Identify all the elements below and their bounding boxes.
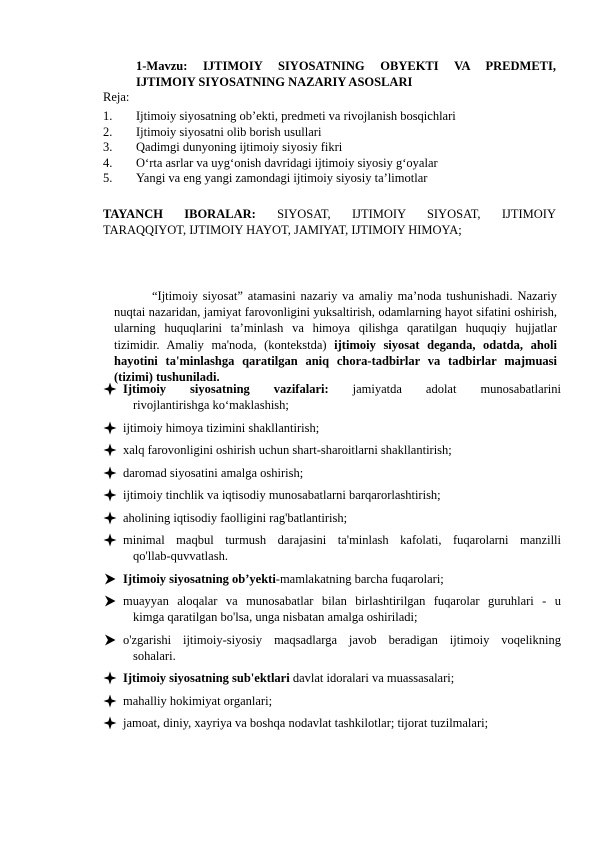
diamond-bullet-icon: [103, 533, 117, 547]
bullet-item: [103, 593, 561, 625]
bullet-item: [103, 381, 561, 413]
bullet-item: [103, 510, 561, 526]
plan-item-number: 5.: [103, 171, 113, 185]
bullet-item: [103, 715, 561, 731]
bullet-list: [103, 381, 561, 738]
keywords-text-2: TARAQQIYOT, IJTIMOIY HAYOT, JAMIYAT, IJTIMOIY HIMOYA;: [103, 223, 462, 237]
bullet-first-line: [123, 715, 561, 731]
bullet-first-line: [123, 532, 561, 548]
bullet-first-line: [123, 442, 561, 458]
plan-item-text: Yangi va eng yangi zamondagi ijtimoiy siyosiy ta’limotlar: [136, 171, 428, 185]
bullet-item: [103, 465, 561, 481]
title-line-1: 1-Mavzu: IJTIMOIY SIYOSATNING OBYEKTI VA PREDMETI,: [136, 59, 556, 73]
plan-item-text: O‘rta asrlar va uyg‘onish davridagi ijtimoiy siyosiy g‘oyalar: [136, 155, 438, 170]
bullet-text: daromad siyosatini amalga oshirish;: [123, 465, 304, 480]
bullet-text: davlat idoralari va muassasalari;: [289, 671, 455, 685]
bullet-continuation: kimga qaratilgan bo'lsa, unga nisbatan amalga oshiriladi;: [133, 610, 418, 624]
bullet-text: o'zgarishi ijtimoiy-siyosiy maqsadlarga javob beradigan ijtimoiy voqelikning: [123, 632, 561, 647]
keywords-text-1: SIYOSAT, IJTIMOIY SIYOSAT, IJTIMOIY: [255, 207, 556, 221]
intro-bold-text: ijtimoiy siyosat deganda, odatda, aholi hayotini ta'minlashga qaratilgan aniq chora-tadbirlar va tadbirlar majmuasi (tizimi) tushuniladi.: [114, 337, 558, 385]
bullet-item: [103, 442, 561, 458]
bullet-first-line: [123, 593, 561, 609]
diamond-bullet-icon: [103, 671, 117, 685]
bullet-first-line: [123, 487, 561, 503]
bullet-text: jamiyatda adolat munosabatlarini: [328, 382, 561, 396]
bullet-text: minimal maqbul turmush darajasini ta'minlash kafolati, fuqarolarni manzilli: [123, 533, 561, 547]
plan-item-number: 4.: [103, 155, 113, 170]
plan-item-text: Ijtimoiy siyosatning ob’ekti, predmeti va rivojlanish bosqichlari: [136, 109, 456, 123]
bullet-text: aholining iqtisodiy faolligini rag'batlantirish;: [123, 510, 348, 525]
plan-item-number: 2.: [103, 124, 113, 139]
intro-text: “Ijtimoiy siyosat” atamasini nazariy va amaliy ma’noda tushunishadi. Nazariy nuqtai nazaridan, jamiyat farovonligini yuksaltirish, odamlarning hayot sifatini oshirish, ularning huquqlarini ta’minlash va himoya qilishga qaratilgan huquqiy hujjatlar tizimidir. Amaliy ma'noda, (kontekstda): [114, 289, 557, 352]
plan-item-number: 1.: [103, 109, 113, 123]
bullet-first-line: [123, 420, 561, 436]
plan-item: [103, 109, 563, 125]
plan-item: [103, 171, 563, 187]
bullet-text: -mamlakatning barcha fuqarolari;: [275, 571, 444, 586]
plan-item: [103, 156, 563, 172]
arrow-bullet-icon: [103, 572, 117, 586]
bullet-text: jamoat, diniy, xayriya va boshqa nodavlat tashkilotlar; tijorat tuzilmalari;: [123, 716, 489, 730]
bullet-item: [103, 532, 561, 564]
arrow-bullet-icon: [103, 633, 117, 647]
bullet-bold-label: Ijtimoiy siyosatning sub'ektlari: [123, 671, 290, 685]
bullet-bold-label: Ijtimoiy siyosatning ob’yekti: [123, 571, 276, 586]
bullet-item: [103, 632, 561, 664]
bullet-first-line: [123, 571, 561, 587]
bullet-first-line: [123, 670, 561, 686]
keywords-paragraph: [103, 206, 556, 238]
bullet-continuation: qo'llab-quvvatlash.: [133, 549, 228, 563]
bullet-text: muayyan aloqalar va munosabatlar bilan birlashtirilgan fuqarolar guruhlari - u: [123, 594, 561, 608]
plan-heading: Reja:: [103, 90, 130, 104]
page-title: [136, 58, 556, 90]
bullet-continuation: sohalari.: [133, 648, 176, 663]
bullet-text: mahalliy hokimiyat organlari;: [123, 693, 273, 708]
keywords-label: TAYANCH IBORALAR:: [103, 207, 256, 221]
diamond-bullet-icon: [103, 488, 117, 502]
bullet-first-line: [123, 510, 561, 526]
plan-item-text: Ijtimoiy siyosatni olib borish usullari: [136, 124, 322, 139]
intro-paragraph: [114, 288, 557, 385]
diamond-bullet-icon: [103, 443, 117, 457]
bullet-first-line: [123, 381, 561, 397]
arrow-bullet-icon: [103, 594, 117, 608]
diamond-bullet-icon: [103, 511, 117, 525]
plan-item-number: 3.: [103, 140, 113, 154]
diamond-bullet-icon: [103, 694, 117, 708]
bullet-item: [103, 420, 561, 436]
bullet-bold-label: Ijtimoiy siyosatning vazifalari:: [123, 382, 329, 396]
bullet-item: [103, 670, 561, 686]
diamond-bullet-icon: [103, 421, 117, 435]
bullet-text: ijtimoiy himoya tizimini shakllantirish;: [123, 420, 320, 435]
title-line-2: IJTIMOIY SIYOSATNING NAZARIY ASOSLARI: [136, 75, 413, 89]
bullet-item: [103, 693, 561, 709]
bullet-item: [103, 487, 561, 503]
plan-item: [103, 140, 563, 156]
plan-list: [103, 109, 563, 187]
bullet-item: [103, 571, 561, 587]
diamond-bullet-icon: [103, 466, 117, 480]
bullet-text: ijtimoiy tinchlik va iqtisodiy munosabatlarni barqarorlashtirish;: [123, 488, 441, 502]
diamond-bullet-icon: [103, 382, 117, 396]
bullet-continuation: rivojlantirishga ko‘maklashish;: [133, 398, 289, 412]
bullet-text: xalq farovonligini oshirish uchun shart-sharoitlarni shakllantirish;: [123, 443, 452, 457]
diamond-bullet-icon: [103, 716, 117, 730]
bullet-first-line: [123, 693, 561, 709]
plan-item: [103, 125, 563, 141]
bullet-first-line: [123, 632, 561, 648]
bullet-first-line: [123, 465, 561, 481]
keywords-line-1: [103, 206, 556, 222]
plan-item-text: Qadimgi dunyoning ijtimoiy siyosiy fikri: [136, 140, 343, 154]
